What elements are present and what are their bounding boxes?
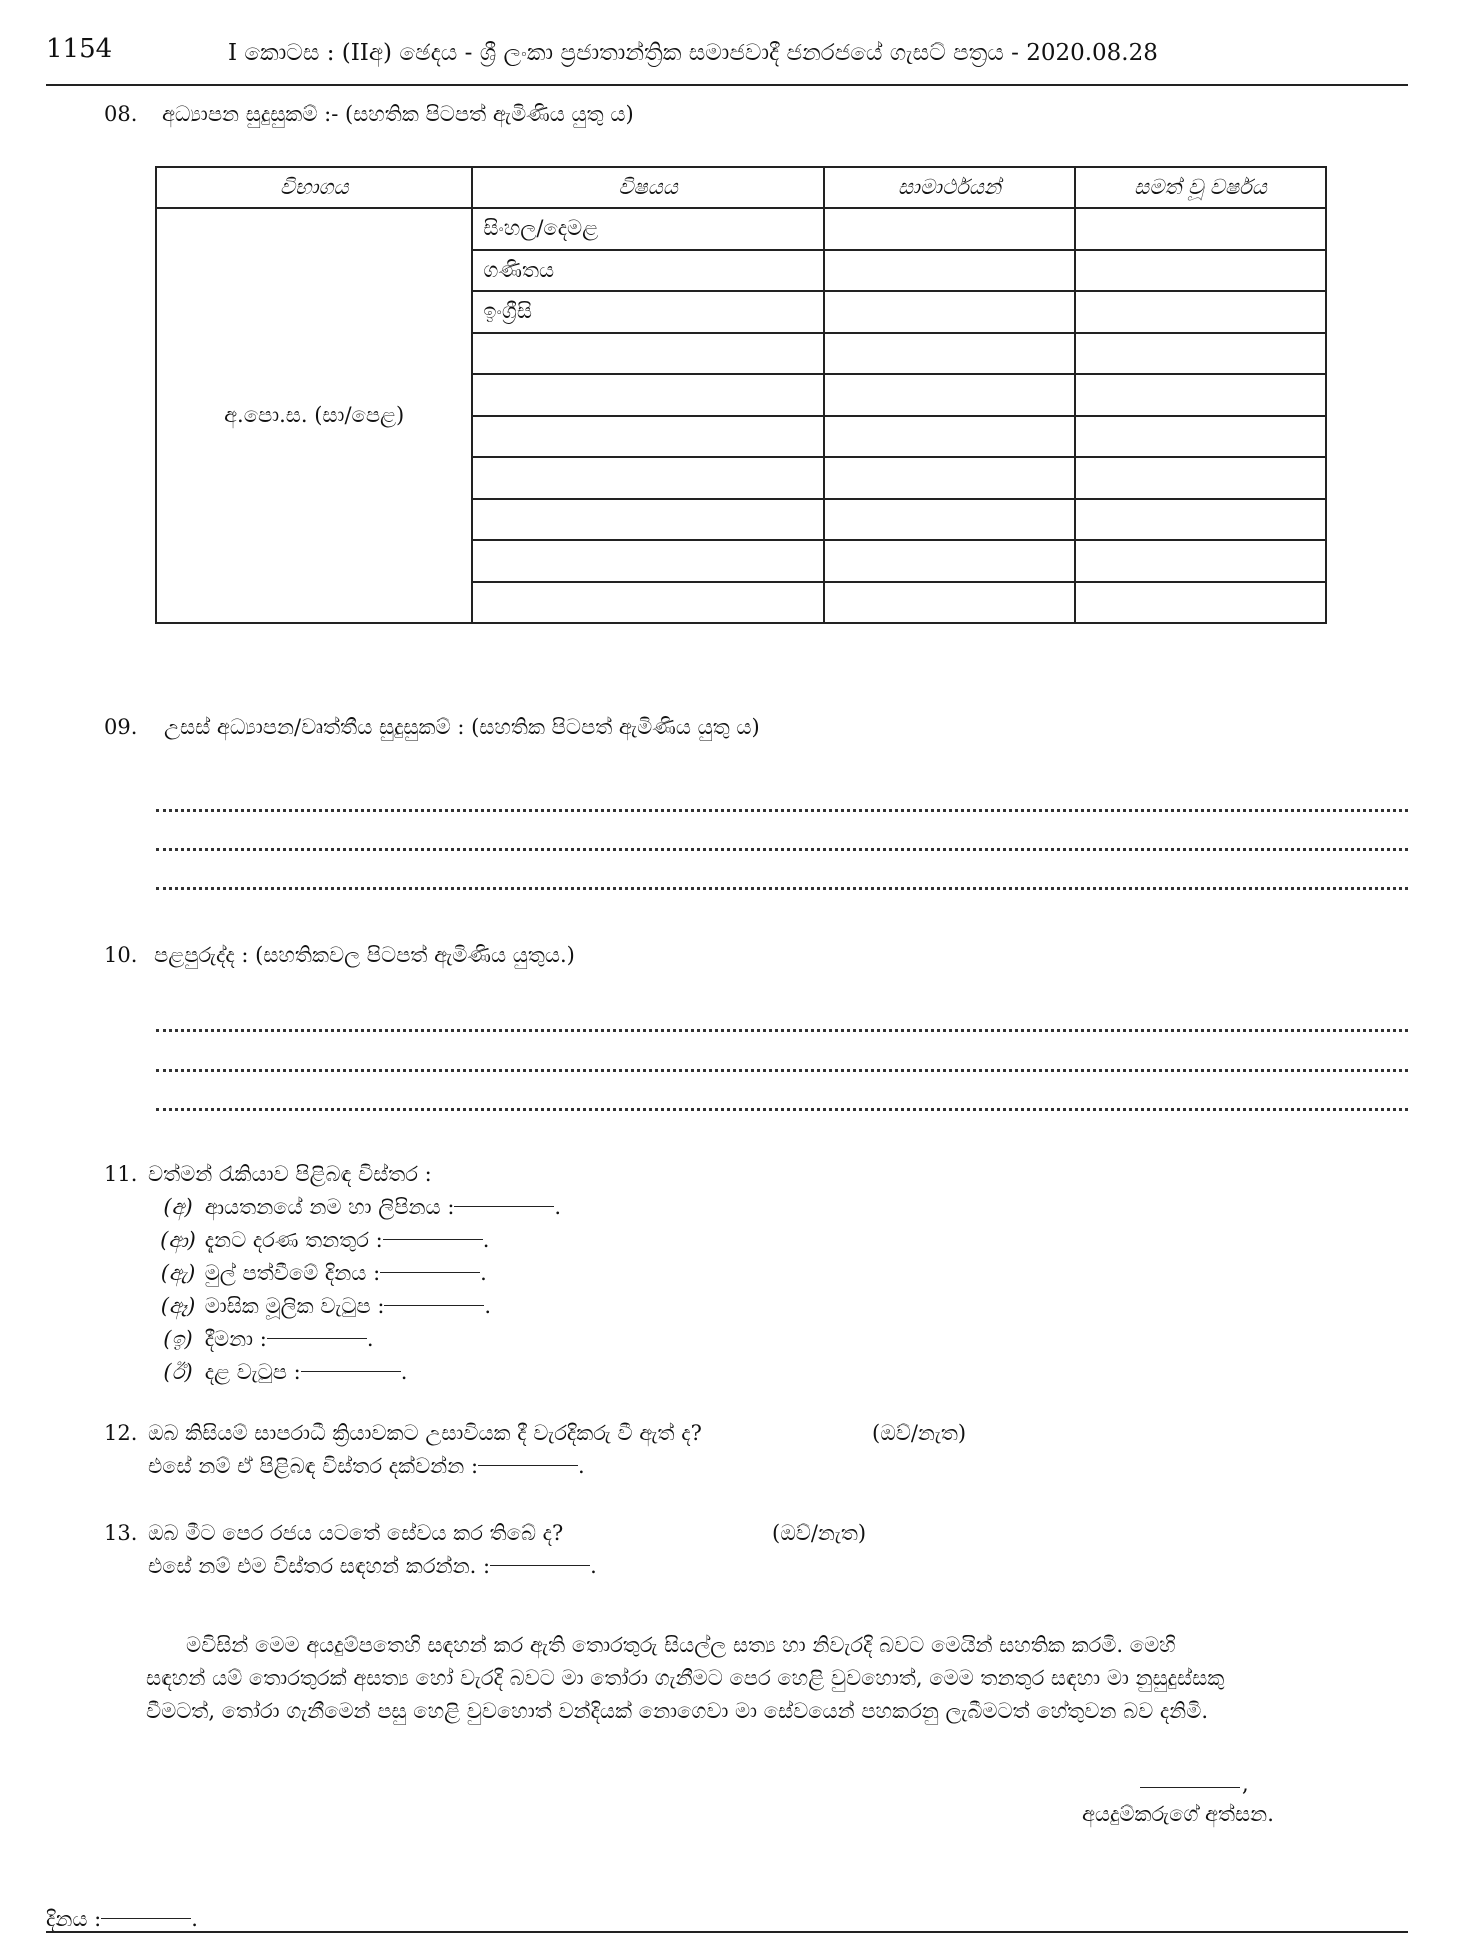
item-letter: (ඉ) [163, 1327, 193, 1351]
answer-blank[interactable] [454, 1206, 554, 1207]
year-cell[interactable] [1075, 416, 1326, 458]
subject-cell[interactable] [472, 540, 824, 582]
item-letter: (ඊ) [163, 1360, 193, 1384]
table-header-row [156, 167, 1326, 208]
passes-cell[interactable] [824, 374, 1075, 416]
subject-cell[interactable] [472, 416, 824, 458]
declaration-line-2: සඳහන් යම් තොරතුරක් අසත්‍ය හෝ වැරදි බවට මා තෝරා ගැනීමට පෙර හෙළි වුවහොත්, මෙම තනතුර සඳහා මා නුසුදුස්සකු [146, 1666, 1225, 1690]
passes-cell[interactable] [824, 333, 1075, 375]
fill-line[interactable] [156, 848, 1408, 851]
section-12-number: 12. [104, 1421, 138, 1445]
year-cell[interactable] [1075, 374, 1326, 416]
answer-blank[interactable] [267, 1338, 367, 1339]
item-letter: (ඈ) [160, 1294, 196, 1318]
answer-blank[interactable] [478, 1465, 578, 1466]
passes-cell[interactable] [824, 457, 1075, 499]
item-letter: (අ) [163, 1195, 193, 1219]
section-13-options[interactable]: (ඔව්/නැත) [772, 1521, 867, 1545]
section-13-number: 13. [104, 1521, 138, 1545]
subject-cell[interactable] [472, 457, 824, 499]
section-11-item: (ඊ) දළ වැටුප : . [158, 1358, 407, 1386]
signature-label: අයදුම්කරුගේ අත්සන. [1082, 1802, 1274, 1826]
fill-line[interactable] [156, 1029, 1408, 1032]
section-09-number: 09. [104, 715, 138, 739]
section-11-title: වත්මන් රැකියාව පිළිබඳ විස්තර : [148, 1162, 432, 1186]
signature-comma: , [1242, 1772, 1249, 1796]
answer-blank[interactable] [383, 1239, 483, 1240]
declaration-line-1: මවිසින් මෙම අයදුම්පතෙහි සඳහන් කර ඇති තොරතුරු සියල්ල සත්‍ය හා නිවැරදි බවට මෙයින් සහතික කරමි. මෙහි [186, 1633, 1176, 1657]
year-cell[interactable] [1075, 499, 1326, 541]
section-10-title: පළපුරුද්ද : (සහතිකවල පිටපත් ඇමිණිය යුතුය.) [154, 943, 575, 967]
subject-cell: සිංහල/දෙමළ [472, 208, 824, 250]
subject-cell: ඉංග්‍රීසි [472, 291, 824, 333]
fill-line[interactable] [156, 1069, 1408, 1072]
section-11-item: (ඉ) දීමනා : . [158, 1325, 374, 1353]
answer-blank[interactable] [301, 1371, 401, 1372]
section-12-options[interactable]: (ඔව්/නැත) [872, 1421, 967, 1445]
section-08-title: අධ්‍යාපන සුදුසුකම් :- (සහතික පිටපත් ඇමිණිය යුතු ය) [162, 102, 634, 126]
page-number: 1154 [46, 34, 113, 64]
item-label: ආයතනයේ නම හා ලිපිනය : [204, 1195, 455, 1219]
subject-cell[interactable] [472, 582, 824, 624]
subject-cell[interactable] [472, 499, 824, 541]
passes-cell[interactable] [824, 416, 1075, 458]
header-divider [46, 84, 1408, 86]
year-cell[interactable] [1075, 540, 1326, 582]
section-08-number: 08. [104, 102, 138, 126]
section-10-number: 10. [104, 943, 138, 967]
section-12-question: ඔබ කිසියම් සාපරාධී ක්‍රියාවකට උසාවියක දී වැරදිකරු වී ඇත් ද? [148, 1421, 702, 1445]
footer-divider [46, 1931, 1408, 1933]
subject-cell: ගණිතය [472, 250, 824, 292]
year-cell[interactable] [1075, 208, 1326, 250]
followup-label: එසේ නම් එම විස්තර සඳහන් කරන්න. : [148, 1554, 491, 1578]
passes-cell[interactable] [824, 208, 1075, 250]
year-cell[interactable] [1075, 250, 1326, 292]
section-12-followup: එසේ නම් ඒ පිළිබඳ විස්තර දක්වන්න : . [148, 1454, 585, 1478]
passes-cell[interactable] [824, 582, 1075, 624]
answer-blank[interactable] [384, 1305, 484, 1306]
followup-label: එසේ නම් ඒ පිළිබඳ විස්තර දක්වන්න : [148, 1454, 479, 1478]
year-cell[interactable] [1075, 582, 1326, 624]
passes-cell[interactable] [824, 540, 1075, 582]
section-13-question: ඔබ මීට පෙර රජය යටතේ සේවය කර තිබේ ද? [148, 1521, 564, 1545]
year-cell[interactable] [1075, 333, 1326, 375]
gazette-header-title: I කොටස : (IIඅ) ඡෙදය - ශ්‍රී ලංකා ප්‍රජාතාන්ත්‍රික සමාජවාදී ජනරජයේ ගැසට් පත්‍රය - 2020.08.28 [228, 40, 1158, 66]
signature-line[interactable] [1140, 1787, 1240, 1788]
fill-line[interactable] [156, 1108, 1408, 1111]
section-11-item: (අ) ආයතනයේ නම හා ලිපිනය : . [158, 1193, 561, 1221]
date-field: දිනය : . [46, 1907, 198, 1931]
item-label: දැනට දරණ තනතුර : [204, 1228, 383, 1252]
table-row [156, 208, 1326, 250]
header-exam: විභාගය [156, 167, 472, 208]
item-label: දීමනා : [204, 1327, 267, 1351]
declaration-line-3: වීමටත්, තෝරා ගැනීමෙන් පසු හෙළි වුවහොත් වන්දියක් නොගෙවා මා සේවයෙන් පහකරනු ලැබීමටත් හේතුවන බව දනිමි. [146, 1699, 1209, 1723]
education-qualifications-table [155, 166, 1327, 624]
answer-blank[interactable] [380, 1272, 480, 1273]
fill-line[interactable] [156, 809, 1408, 812]
date-blank[interactable] [101, 1918, 191, 1919]
date-label: දිනය : [46, 1907, 102, 1931]
passes-cell[interactable] [824, 291, 1075, 333]
exam-cell: අ.පො.ස. (සා/පෙළ) [156, 208, 472, 623]
item-letter: (ඇ) [160, 1261, 196, 1285]
section-11-item: (ආ) දැනට දරණ තනතුර : . [158, 1226, 489, 1254]
year-cell[interactable] [1075, 291, 1326, 333]
item-label: දළ වැටුප : [204, 1360, 301, 1384]
header-year-passed: සමත් වූ වර්ෂය [1075, 167, 1326, 208]
header-subject: විෂයය [472, 167, 824, 208]
passes-cell[interactable] [824, 499, 1075, 541]
subject-cell[interactable] [472, 374, 824, 416]
subject-cell[interactable] [472, 333, 824, 375]
passes-cell[interactable] [824, 250, 1075, 292]
section-09-title: උසස් අධ්‍යාපන/වෘත්තීය සුදුසුකම් : (සහතික පිටපත් ඇමිණිය යුතු ය) [164, 715, 760, 739]
section-11-item: (ඈ) මාසික මූලික වැටුප : . [158, 1292, 491, 1320]
year-cell[interactable] [1075, 457, 1326, 499]
item-label: මාසික මූලික වැටුප : [204, 1294, 385, 1318]
answer-blank[interactable] [490, 1565, 590, 1566]
section-11-item: (ඇ) මුල් පත්වීමේ දිනය : . [158, 1259, 487, 1287]
header-passes: සාමාර්ථයන් [824, 167, 1075, 208]
section-11-number: 11. [104, 1162, 138, 1186]
item-label: මුල් පත්වීමේ දිනය : [204, 1261, 381, 1285]
item-letter: (ආ) [160, 1228, 196, 1252]
section-13-followup: එසේ නම් එම විස්තර සඳහන් කරන්න. : . [148, 1554, 597, 1578]
fill-line[interactable] [156, 887, 1408, 890]
